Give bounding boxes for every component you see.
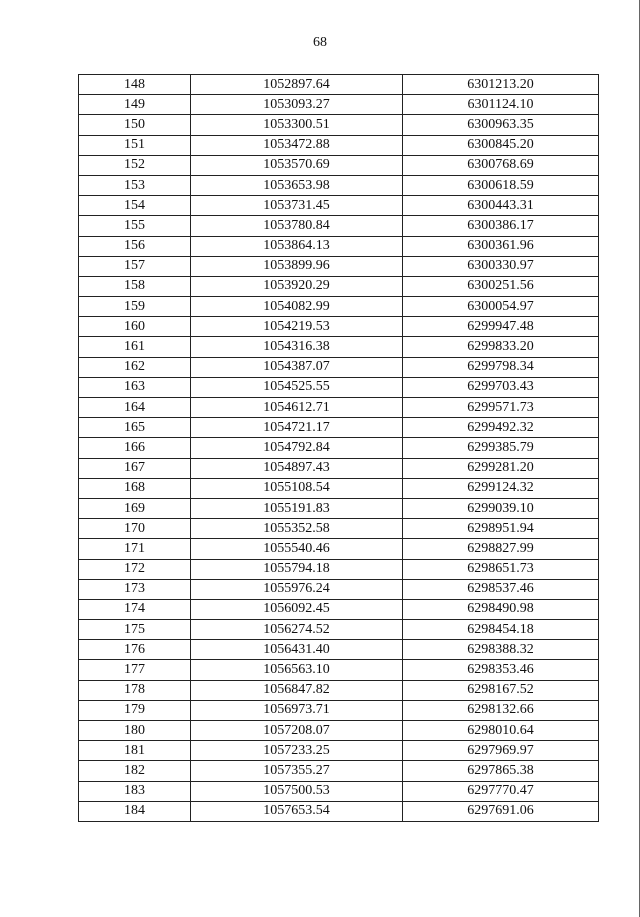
point-number-cell: 156 — [79, 236, 191, 256]
y-coordinate-cell: 6299798.34 — [403, 357, 599, 377]
point-number-cell: 148 — [79, 75, 191, 95]
point-number-cell: 164 — [79, 398, 191, 418]
point-number-cell: 174 — [79, 599, 191, 619]
x-coordinate-cell: 1054082.99 — [191, 297, 403, 317]
y-coordinate-cell: 6300845.20 — [403, 135, 599, 155]
y-coordinate-cell: 6299124.32 — [403, 478, 599, 498]
table-row — [79, 438, 599, 458]
point-number-cell: 178 — [79, 680, 191, 700]
table-row — [79, 801, 599, 821]
x-coordinate-cell: 1053653.98 — [191, 175, 403, 195]
y-coordinate-cell: 6299385.79 — [403, 438, 599, 458]
y-coordinate-cell: 6300768.69 — [403, 155, 599, 175]
point-number-cell: 170 — [79, 519, 191, 539]
point-number-cell: 149 — [79, 95, 191, 115]
table-row — [79, 478, 599, 498]
table-row — [79, 135, 599, 155]
y-coordinate-cell: 6298132.66 — [403, 700, 599, 720]
point-number-cell: 150 — [79, 115, 191, 135]
x-coordinate-cell: 1053899.96 — [191, 256, 403, 276]
point-number-cell: 152 — [79, 155, 191, 175]
table-row — [79, 519, 599, 539]
table-row — [79, 721, 599, 741]
table-row — [79, 640, 599, 660]
table-row — [79, 559, 599, 579]
point-number-cell: 182 — [79, 761, 191, 781]
x-coordinate-cell: 1056274.52 — [191, 620, 403, 640]
y-coordinate-cell: 6298454.18 — [403, 620, 599, 640]
point-number-cell: 158 — [79, 276, 191, 296]
point-number-cell: 181 — [79, 741, 191, 761]
table-row — [79, 418, 599, 438]
x-coordinate-cell: 1054525.55 — [191, 377, 403, 397]
y-coordinate-cell: 6297691.06 — [403, 801, 599, 821]
table-row — [79, 75, 599, 95]
table-row — [79, 317, 599, 337]
y-coordinate-cell: 6298651.73 — [403, 559, 599, 579]
table-row — [79, 599, 599, 619]
y-coordinate-cell: 6298353.46 — [403, 660, 599, 680]
y-coordinate-cell: 6299947.48 — [403, 317, 599, 337]
point-number-cell: 177 — [79, 660, 191, 680]
x-coordinate-cell: 1056431.40 — [191, 640, 403, 660]
x-coordinate-cell: 1054897.43 — [191, 458, 403, 478]
table-row — [79, 155, 599, 175]
table-row — [79, 498, 599, 518]
y-coordinate-cell: 6298951.94 — [403, 519, 599, 539]
table-row — [79, 175, 599, 195]
x-coordinate-cell: 1052897.64 — [191, 75, 403, 95]
x-coordinate-cell: 1055352.58 — [191, 519, 403, 539]
table-row — [79, 95, 599, 115]
point-number-cell: 171 — [79, 539, 191, 559]
x-coordinate-cell: 1054387.07 — [191, 357, 403, 377]
x-coordinate-cell: 1055191.83 — [191, 498, 403, 518]
x-coordinate-cell: 1056847.82 — [191, 680, 403, 700]
y-coordinate-cell: 6298490.98 — [403, 599, 599, 619]
table-row — [79, 377, 599, 397]
table-row — [79, 196, 599, 216]
y-coordinate-cell: 6299703.43 — [403, 377, 599, 397]
x-coordinate-cell: 1057355.27 — [191, 761, 403, 781]
y-coordinate-cell: 6299281.20 — [403, 458, 599, 478]
point-number-cell: 175 — [79, 620, 191, 640]
point-number-cell: 161 — [79, 337, 191, 357]
point-number-cell: 176 — [79, 640, 191, 660]
y-coordinate-cell: 6301124.10 — [403, 95, 599, 115]
x-coordinate-cell: 1056092.45 — [191, 599, 403, 619]
table-row — [79, 398, 599, 418]
table-row — [79, 620, 599, 640]
y-coordinate-cell: 6297770.47 — [403, 781, 599, 801]
table-row — [79, 539, 599, 559]
x-coordinate-cell: 1054612.71 — [191, 398, 403, 418]
point-number-cell: 167 — [79, 458, 191, 478]
point-number-cell: 154 — [79, 196, 191, 216]
y-coordinate-cell: 6300618.59 — [403, 175, 599, 195]
x-coordinate-cell: 1053472.88 — [191, 135, 403, 155]
point-number-cell: 172 — [79, 559, 191, 579]
y-coordinate-cell: 6300386.17 — [403, 216, 599, 236]
x-coordinate-cell: 1054219.53 — [191, 317, 403, 337]
page-number: 68 — [313, 35, 327, 50]
coordinates-table-body — [79, 75, 599, 822]
y-coordinate-cell: 6301213.20 — [403, 75, 599, 95]
y-coordinate-cell: 6299492.32 — [403, 418, 599, 438]
table-row — [79, 579, 599, 599]
point-number-cell: 160 — [79, 317, 191, 337]
x-coordinate-cell: 1053300.51 — [191, 115, 403, 135]
y-coordinate-cell: 6297969.97 — [403, 741, 599, 761]
point-number-cell: 162 — [79, 357, 191, 377]
table-row — [79, 458, 599, 478]
x-coordinate-cell: 1056563.10 — [191, 660, 403, 680]
x-coordinate-cell: 1053570.69 — [191, 155, 403, 175]
y-coordinate-cell: 6297865.38 — [403, 761, 599, 781]
y-coordinate-cell: 6298010.64 — [403, 721, 599, 741]
y-coordinate-cell: 6300963.35 — [403, 115, 599, 135]
table-row — [79, 276, 599, 296]
table-row — [79, 297, 599, 317]
y-coordinate-cell: 6298388.32 — [403, 640, 599, 660]
x-coordinate-cell: 1057653.54 — [191, 801, 403, 821]
x-coordinate-cell: 1055108.54 — [191, 478, 403, 498]
x-coordinate-cell: 1053731.45 — [191, 196, 403, 216]
x-coordinate-cell: 1055794.18 — [191, 559, 403, 579]
y-coordinate-cell: 6300443.31 — [403, 196, 599, 216]
y-coordinate-cell: 6300361.96 — [403, 236, 599, 256]
point-number-cell: 183 — [79, 781, 191, 801]
table-row — [79, 115, 599, 135]
x-coordinate-cell: 1055976.24 — [191, 579, 403, 599]
point-number-cell: 173 — [79, 579, 191, 599]
y-coordinate-cell: 6298537.46 — [403, 579, 599, 599]
y-coordinate-cell: 6299833.20 — [403, 337, 599, 357]
table-row — [79, 660, 599, 680]
point-number-cell: 165 — [79, 418, 191, 438]
point-number-cell: 155 — [79, 216, 191, 236]
x-coordinate-cell: 1053920.29 — [191, 276, 403, 296]
y-coordinate-cell: 6300330.97 — [403, 256, 599, 276]
point-number-cell: 180 — [79, 721, 191, 741]
table-row — [79, 236, 599, 256]
point-number-cell: 157 — [79, 256, 191, 276]
table-row — [79, 337, 599, 357]
point-number-cell: 179 — [79, 700, 191, 720]
point-number-cell: 166 — [79, 438, 191, 458]
x-coordinate-cell: 1057233.25 — [191, 741, 403, 761]
y-coordinate-cell: 6299039.10 — [403, 498, 599, 518]
point-number-cell: 184 — [79, 801, 191, 821]
table-row — [79, 216, 599, 236]
point-number-cell: 168 — [79, 478, 191, 498]
point-number-cell: 169 — [79, 498, 191, 518]
y-coordinate-cell: 6299571.73 — [403, 398, 599, 418]
point-number-cell: 159 — [79, 297, 191, 317]
coordinates-table — [78, 74, 599, 822]
point-number-cell: 153 — [79, 175, 191, 195]
x-coordinate-cell: 1057208.07 — [191, 721, 403, 741]
point-number-cell: 151 — [79, 135, 191, 155]
y-coordinate-cell: 6300251.56 — [403, 276, 599, 296]
x-coordinate-cell: 1054792.84 — [191, 438, 403, 458]
x-coordinate-cell: 1054316.38 — [191, 337, 403, 357]
table-row — [79, 700, 599, 720]
x-coordinate-cell: 1053864.13 — [191, 236, 403, 256]
x-coordinate-cell: 1057500.53 — [191, 781, 403, 801]
point-number-cell: 163 — [79, 377, 191, 397]
table-row — [79, 357, 599, 377]
x-coordinate-cell: 1054721.17 — [191, 418, 403, 438]
table-row — [79, 256, 599, 276]
y-coordinate-cell: 6300054.97 — [403, 297, 599, 317]
table-row — [79, 741, 599, 761]
x-coordinate-cell: 1053780.84 — [191, 216, 403, 236]
x-coordinate-cell: 1053093.27 — [191, 95, 403, 115]
x-coordinate-cell: 1056973.71 — [191, 700, 403, 720]
table-row — [79, 781, 599, 801]
table-row — [79, 761, 599, 781]
y-coordinate-cell: 6298827.99 — [403, 539, 599, 559]
x-coordinate-cell: 1055540.46 — [191, 539, 403, 559]
table-row — [79, 680, 599, 700]
y-coordinate-cell: 6298167.52 — [403, 680, 599, 700]
